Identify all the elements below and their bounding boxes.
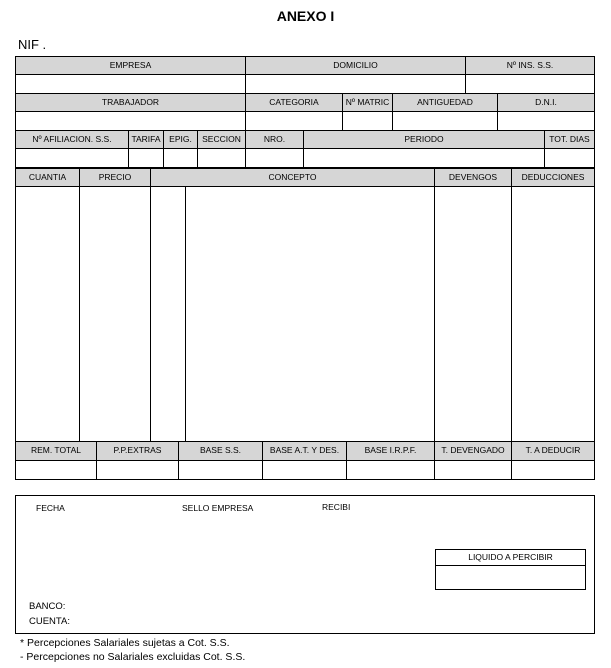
domicilio-field[interactable] <box>245 74 466 94</box>
categoria-header: CATEGORIA <box>245 93 343 112</box>
liquido-field[interactable] <box>435 565 586 590</box>
note-sujetas: * Percepciones Salariales sujetas a Cot. S.S. <box>20 637 230 649</box>
dni-header: D.N.I. <box>497 93 595 112</box>
concepto-column[interactable] <box>185 186 435 442</box>
tot-dias-field[interactable] <box>544 148 595 168</box>
trabajador-field[interactable] <box>15 111 246 131</box>
cuantia-header: CUANTIA <box>15 168 80 187</box>
precio-header: PRECIO <box>79 168 151 187</box>
ins-ss-field[interactable] <box>465 74 595 94</box>
rem-total-header: REM. TOTAL <box>15 441 97 461</box>
matric-field[interactable] <box>342 111 393 131</box>
domicilio-header: DOMICILIO <box>245 56 466 75</box>
devengos-header: DEVENGOS <box>434 168 512 187</box>
t-devengado-field[interactable] <box>434 460 512 480</box>
recibi-label: RECIBI <box>322 502 351 512</box>
base-irpf-field[interactable] <box>346 460 435 480</box>
base-at-field[interactable] <box>262 460 347 480</box>
concepto-header: CONCEPTO <box>150 168 435 187</box>
periodo-header: PERIODO <box>303 130 545 149</box>
deducciones-header: DEDUCCIONES <box>511 168 595 187</box>
note-excluidas: - Percepciones no Salariales excluidas Cot. S.S. <box>20 651 246 663</box>
seccion-field[interactable] <box>197 148 246 168</box>
antiguedad-header: ANTIGUEDAD <box>392 93 498 112</box>
sello-empresa-label: SELLO EMPRESA <box>182 503 254 513</box>
nro-field[interactable] <box>245 148 304 168</box>
base-ss-field[interactable] <box>178 460 263 480</box>
nif-label: NIF . <box>18 37 47 52</box>
deducciones-column[interactable] <box>511 186 595 442</box>
tarifa-header: TARIFA <box>128 130 164 149</box>
ins-ss-header: Nº INS. S.S. <box>465 56 595 75</box>
pp-extras-field[interactable] <box>96 460 179 480</box>
afiliacion-header: Nº AFILIACION. S.S. <box>15 130 129 149</box>
antiguedad-field[interactable] <box>392 111 498 131</box>
categoria-field[interactable] <box>245 111 343 131</box>
pp-extras-header: P.P.EXTRAS <box>96 441 179 461</box>
tot-dias-header: TOT. DIAS <box>544 130 595 149</box>
empresa-header: EMPRESA <box>15 56 246 75</box>
nro-header: NRO. <box>245 130 304 149</box>
t-deducir-field[interactable] <box>511 460 595 480</box>
cuenta-label: CUENTA: <box>29 616 70 627</box>
precio-column[interactable] <box>79 186 151 442</box>
rem-total-field[interactable] <box>15 460 97 480</box>
periodo-field[interactable] <box>303 148 545 168</box>
epig-header: EPIG. <box>163 130 198 149</box>
banco-label: BANCO: <box>29 601 66 612</box>
empresa-field[interactable] <box>15 74 246 94</box>
seccion-header: SECCION <box>197 130 246 149</box>
base-irpf-header: BASE I.R.P.F. <box>346 441 435 461</box>
afiliacion-field[interactable] <box>15 148 129 168</box>
base-ss-header: BASE S.S. <box>178 441 263 461</box>
dni-field[interactable] <box>497 111 595 131</box>
document-title: ANEXO I <box>276 8 335 24</box>
fecha-label: FECHA <box>36 503 65 513</box>
base-at-header: BASE A.T. Y DES. <box>262 441 347 461</box>
devengos-column[interactable] <box>434 186 512 442</box>
concepto-code-column[interactable] <box>150 186 186 442</box>
t-devengado-header: T. DEVENGADO <box>434 441 512 461</box>
cuantia-column[interactable] <box>15 186 80 442</box>
t-deducir-header: T. A DEDUCIR <box>511 441 595 461</box>
trabajador-header: TRABAJADOR <box>15 93 246 112</box>
liquido-header: LIQUIDO A PERCIBIR <box>435 549 586 566</box>
epig-field[interactable] <box>163 148 198 168</box>
tarifa-field[interactable] <box>128 148 164 168</box>
matric-header: Nº MATRIC <box>342 93 393 112</box>
